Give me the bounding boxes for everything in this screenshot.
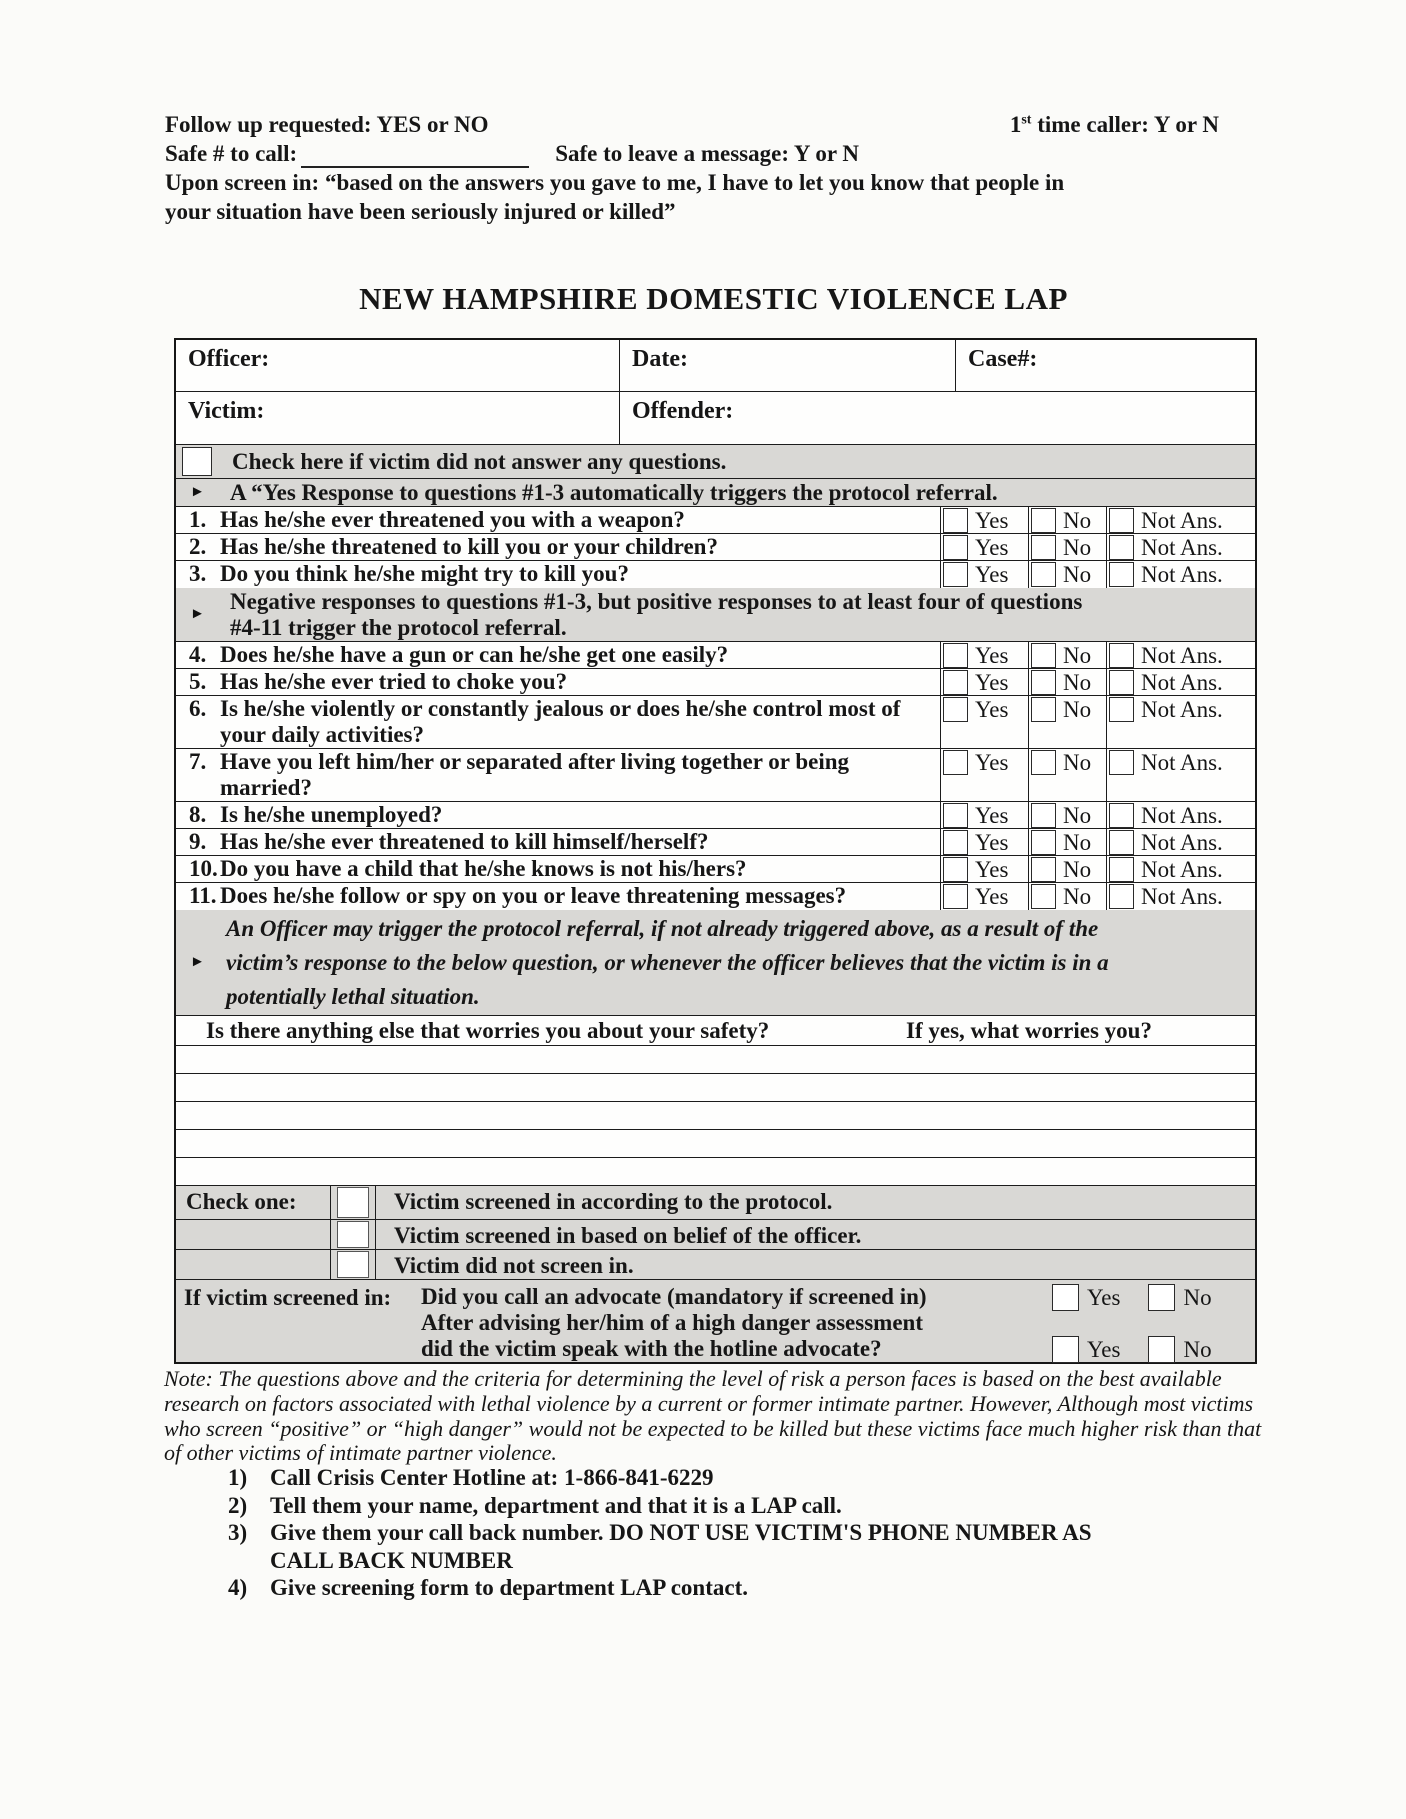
case-number-label: Case#: (968, 346, 1038, 372)
yes-label: Yes (975, 697, 1009, 722)
yes-checkbox[interactable] (943, 535, 968, 560)
no-label: No (1063, 535, 1092, 560)
yes-checkbox[interactable] (943, 884, 968, 909)
safety-question-label: Is there anything else that worries you about your safety? (206, 1017, 770, 1043)
no-checkbox[interactable] (1031, 884, 1056, 909)
no-checkbox[interactable] (1031, 803, 1056, 828)
yes-label: Yes (975, 670, 1009, 695)
check-one-label: Check one: (176, 1186, 331, 1219)
hotline-yes-checkbox[interactable] (1052, 1336, 1079, 1363)
not-ans-cell (1106, 749, 1255, 801)
no-answer-label: Check here if victim did not answer any questions. (232, 448, 727, 474)
no-cell (1028, 749, 1106, 801)
did-not-screen-checkbox-cell (331, 1250, 376, 1279)
yes-cell (940, 802, 1028, 828)
no-cell (1028, 642, 1106, 668)
instruction-step (228, 1519, 1140, 1574)
not-ans-cell (1106, 696, 1255, 748)
no-label: No (1063, 750, 1092, 775)
no-cell (1028, 883, 1106, 910)
hotline-no-checkbox[interactable] (1148, 1336, 1175, 1363)
instruction-step (228, 1574, 1140, 1602)
not-ans-label: Not Ans. (1141, 697, 1223, 722)
not-ans-label: Not Ans. (1141, 830, 1223, 855)
question-number: 1. (189, 507, 207, 532)
yes-label: Yes (975, 562, 1009, 587)
answer-area (940, 829, 1255, 855)
answer-area (940, 669, 1255, 695)
yes-label: Yes (975, 830, 1009, 855)
not-ans-cell (1106, 507, 1255, 533)
no-answer-row (176, 445, 1255, 479)
not-ans-label: Not Ans. (1141, 643, 1223, 668)
not-ans-cell (1106, 856, 1255, 882)
not-ans-label: Not Ans. (1141, 508, 1223, 533)
not-ans-label: Not Ans. (1141, 750, 1223, 775)
check-one-empty-cell (176, 1220, 331, 1249)
no-cell (1028, 507, 1106, 533)
not-ans-checkbox[interactable] (1109, 697, 1134, 722)
question-row (176, 883, 1255, 910)
not-ans-checkbox[interactable] (1109, 508, 1134, 533)
answer-area (940, 561, 1255, 588)
no-label: No (1063, 697, 1092, 722)
not-ans-cell (1106, 802, 1255, 828)
no-checkbox[interactable] (1031, 830, 1056, 855)
answer-line[interactable] (176, 1158, 1255, 1186)
not-ans-label: Not Ans. (1141, 884, 1223, 909)
not-ans-cell (1106, 534, 1255, 560)
screened-belief-checkbox[interactable] (337, 1221, 369, 1248)
yes-cell (940, 669, 1028, 695)
officer-field[interactable] (176, 340, 619, 391)
yes-cell (940, 749, 1028, 801)
step-number: 4) (228, 1575, 248, 1600)
question-text: Have you left him/her or separated after living together or being married? (220, 749, 850, 800)
yes-label: Yes (975, 750, 1009, 775)
screened-belief-checkbox-cell (331, 1220, 376, 1249)
officer-rule-row (176, 910, 1255, 1016)
yes-checkbox[interactable] (943, 643, 968, 668)
questions-4-11 (176, 642, 1255, 910)
not-ans-checkbox[interactable] (1109, 535, 1134, 560)
question-row (176, 696, 1255, 749)
safety-followup-label: If yes, what worries you? (906, 1017, 1152, 1043)
arrow-icon: ► (190, 606, 205, 622)
yes-checkbox[interactable] (943, 697, 968, 722)
no-label: No (1063, 803, 1092, 828)
screened-protocol-checkbox[interactable] (337, 1187, 369, 1217)
lap-form-table (174, 338, 1257, 1364)
answer-area (940, 856, 1255, 882)
question-row (176, 856, 1255, 883)
officer-rule-text: An Officer may trigger the protocol referral, if not already triggered above, as a result of the victim’s response to the below question, or whenever the officer believes that the victim is in a potentially lethal situation. (226, 915, 1109, 1009)
not-ans-label: Not Ans. (1141, 857, 1223, 882)
upon-screen-in-text: Upon screen in: “based on the answers you gave to me, I have to let you know that people in your situation have been seriously injured or killed” (165, 170, 1065, 224)
not-ans-cell (1106, 883, 1255, 910)
yes-label: Yes (975, 643, 1009, 668)
answer-area (940, 883, 1255, 910)
instruction-step (228, 1464, 1140, 1492)
info-row-1 (176, 340, 1255, 392)
negative-rule-text: Negative responses to questions #1-3, but positive responses to at least four of questions #4-11 trigger the protocol referral. (230, 588, 1083, 640)
question-number: 9. (189, 829, 207, 854)
if-screened-in-section (176, 1280, 1255, 1362)
answer-line[interactable] (176, 1130, 1255, 1158)
question-text: Is he/she violently or constantly jealous or does he/she control most of your daily activities? (220, 696, 901, 747)
no-cell (1028, 561, 1106, 588)
date-field[interactable] (619, 340, 955, 391)
not-ans-label: Not Ans. (1141, 562, 1223, 587)
yes-rule-row (176, 479, 1255, 507)
yes-checkbox[interactable] (943, 830, 968, 855)
not-ans-checkbox[interactable] (1109, 830, 1134, 855)
advocate-call-yes-no (1052, 1284, 1240, 1311)
no-label: No (1063, 830, 1092, 855)
no-checkbox[interactable] (1031, 697, 1056, 722)
yes-cell (940, 534, 1028, 560)
no-label: No (1063, 508, 1092, 533)
arrow-icon: ► (190, 484, 205, 500)
instruction-step (228, 1492, 1140, 1520)
info-row-2 (176, 392, 1255, 445)
followup-requested-label: Follow up requested: YES or NO (165, 112, 489, 137)
questions-1-3 (176, 507, 1255, 588)
no-checkbox[interactable] (1031, 643, 1056, 668)
safety-question-row (176, 1016, 1255, 1046)
question-number: 8. (189, 802, 207, 827)
officer-label: Officer: (188, 346, 270, 372)
advocate-call-line (421, 1284, 1255, 1310)
not-ans-checkbox[interactable] (1109, 884, 1134, 909)
date-label: Date: (632, 346, 688, 372)
question-text: Has he/she threatened to kill you or your children? (220, 534, 718, 559)
question-row (176, 642, 1255, 669)
question-number: 10. (189, 856, 218, 881)
question-number: 5. (189, 669, 207, 694)
yes-cell (940, 696, 1028, 748)
no-cell (1028, 829, 1106, 855)
victim-label: Victim: (188, 398, 265, 424)
not-ans-cell (1106, 669, 1255, 695)
yes-label: Yes (975, 857, 1009, 882)
no-cell (1028, 802, 1106, 828)
check-one-empty-cell (176, 1250, 331, 1279)
not-ans-cell (1106, 829, 1255, 855)
not-ans-label: Not Ans. (1141, 670, 1223, 695)
step-number: 1) (228, 1465, 248, 1490)
yes-checkbox[interactable] (943, 750, 968, 775)
first-time-caller-label: 1st time caller: Y or N (1009, 112, 1219, 137)
arrow-icon: ► (190, 954, 205, 970)
answer-area (940, 749, 1255, 801)
yes-label: Yes (975, 508, 1009, 533)
yes-checkbox[interactable] (943, 857, 968, 882)
question-number: 3. (189, 561, 207, 586)
answer-area (940, 696, 1255, 748)
no-checkbox[interactable] (1031, 562, 1056, 587)
answer-line[interactable] (176, 1046, 1255, 1074)
yes-label: Yes (975, 884, 1009, 909)
yes-cell (940, 561, 1028, 588)
not-ans-label: Not Ans. (1141, 535, 1223, 560)
question-row (176, 802, 1255, 829)
no-checkbox[interactable] (1031, 535, 1056, 560)
hotline-no-label: No (1183, 1336, 1212, 1362)
question-row (176, 829, 1255, 856)
question-number: 11. (189, 883, 217, 908)
step-number: 2) (228, 1492, 248, 1518)
negative-rule-row (176, 588, 1255, 642)
no-label: No (1063, 884, 1092, 909)
not-ans-checkbox[interactable] (1109, 857, 1134, 882)
safe-number-field[interactable] (301, 144, 529, 168)
question-text: Has he/she ever threatened to kill himself/herself? (220, 829, 709, 854)
step-text: Tell them your name, department and that it is a LAP call. (270, 1492, 842, 1518)
answer-area (940, 507, 1255, 533)
screened-protocol-checkbox-cell (331, 1186, 376, 1219)
answer-area (940, 802, 1255, 828)
screened-protocol-label: Victim screened in according to the protocol. (394, 1189, 833, 1214)
answer-area (940, 534, 1255, 560)
safe-number-label: Safe # to call: (165, 141, 298, 166)
research-note: Note: The questions above and the criteria for determining the level of risk a person faces is based on the best available research on factors associated with lethal violence by a current or former intimate partner. However, Although most victims who screen “positive” or “high danger” would not be expected to be killed but these victims face much higher risk than that of other victims of intimate partner violence. (164, 1366, 1262, 1466)
no-label: No (1063, 857, 1092, 882)
no-checkbox[interactable] (1031, 750, 1056, 775)
yes-cell (940, 829, 1028, 855)
question-row (176, 749, 1255, 802)
did-not-screen-checkbox[interactable] (337, 1251, 369, 1278)
step-text: Call Crisis Center Hotline at: 1-866-841-6229 (270, 1465, 714, 1490)
no-checkbox[interactable] (1031, 670, 1056, 695)
question-number: 6. (189, 696, 207, 721)
hotline-label: did the victim speak with the hotline advocate? (421, 1336, 882, 1361)
question-text: Does he/she follow or spy on you or leave threatening messages? (220, 883, 847, 908)
question-number: 2. (189, 534, 207, 559)
page-title: NEW HAMPSHIRE DOMESTIC VIOLENCE LAP (359, 281, 1068, 316)
yes-label: Yes (975, 535, 1009, 560)
question-row (176, 669, 1255, 696)
yes-cell (940, 883, 1028, 910)
no-checkbox[interactable] (1031, 857, 1056, 882)
advocate-no-label: No (1183, 1284, 1212, 1310)
yes-cell (940, 856, 1028, 882)
yes-checkbox[interactable] (943, 562, 968, 587)
yes-checkbox[interactable] (943, 803, 968, 828)
safe-message-label: Safe to leave a message: Y or N (555, 141, 860, 166)
yes-checkbox[interactable] (943, 670, 968, 695)
advocate-yes-label: Yes (1087, 1284, 1121, 1310)
yes-cell (940, 642, 1028, 668)
answer-area (940, 642, 1255, 668)
no-cell (1028, 534, 1106, 560)
no-label: No (1063, 670, 1092, 695)
no-answer-checkbox[interactable] (182, 447, 212, 476)
victim-field[interactable] (176, 392, 619, 444)
question-row (176, 561, 1255, 588)
screened-belief-label: Victim screened in based on belief of the officer. (394, 1223, 862, 1248)
instruction-steps (228, 1464, 1140, 1602)
form-header-block (165, 110, 1257, 226)
high-danger-line (421, 1310, 1255, 1336)
question-text: Is he/she unemployed? (220, 802, 443, 827)
no-cell (1028, 669, 1106, 695)
not-ans-checkbox[interactable] (1109, 803, 1134, 828)
not-ans-checkbox[interactable] (1109, 643, 1134, 668)
yes-checkbox[interactable] (943, 508, 968, 533)
offender-label: Offender: (632, 398, 734, 424)
not-ans-label: Not Ans. (1141, 803, 1223, 828)
yes-rule-text: A “Yes Response to questions #1-3 automatically triggers the protocol referral. (230, 479, 998, 505)
step-text: Give screening form to department LAP contact. (270, 1575, 749, 1600)
advocate-call-label: Did you call an advocate (mandatory if screened in) (421, 1284, 927, 1309)
case-number-field[interactable] (955, 340, 1255, 391)
yes-cell (940, 507, 1028, 533)
not-ans-cell (1106, 561, 1255, 588)
if-screened-in-label: If victim screened in: (184, 1285, 392, 1310)
no-label: No (1063, 562, 1092, 587)
step-number: 3) (228, 1520, 248, 1545)
high-danger-label: After advising her/him of a high danger assessment (421, 1310, 923, 1335)
question-text: Has he/she ever threatened you with a weapon? (220, 507, 685, 532)
did-not-screen-label: Victim did not screen in. (394, 1253, 634, 1278)
question-row (176, 534, 1255, 561)
question-text: Has he/she ever tried to choke you? (220, 669, 568, 694)
answer-line[interactable] (176, 1074, 1255, 1102)
check-one-row-1 (176, 1186, 1255, 1220)
step-text: Give them your call back number. DO NOT USE VICTIM'S PHONE NUMBER AS CALL BACK NUMBER (270, 1520, 1092, 1573)
answer-line[interactable] (176, 1102, 1255, 1130)
no-label: No (1063, 643, 1092, 668)
offender-field[interactable] (619, 392, 1255, 444)
hotline-line (421, 1336, 1255, 1362)
question-text: Do you think he/she might try to kill you? (220, 561, 629, 586)
question-number: 7. (189, 749, 207, 774)
advocate-no-checkbox[interactable] (1148, 1284, 1175, 1311)
yes-label: Yes (975, 803, 1009, 828)
question-text: Does he/she have a gun or can he/she get one easily? (220, 642, 729, 667)
not-ans-checkbox[interactable] (1109, 562, 1134, 587)
check-one-row-3 (176, 1250, 1255, 1280)
not-ans-cell (1106, 642, 1255, 668)
not-ans-checkbox[interactable] (1109, 750, 1134, 775)
question-number: 4. (189, 642, 207, 667)
no-cell (1028, 696, 1106, 748)
advocate-yes-checkbox[interactable] (1052, 1284, 1079, 1311)
no-cell (1028, 856, 1106, 882)
question-text: Do you have a child that he/she knows is not his/hers? (220, 856, 747, 881)
check-one-row-2 (176, 1220, 1255, 1250)
hotline-yes-no (1052, 1336, 1240, 1363)
hotline-yes-label: Yes (1087, 1336, 1121, 1362)
superscript-st: st (1021, 112, 1032, 128)
no-checkbox[interactable] (1031, 508, 1056, 533)
question-row (176, 507, 1255, 534)
not-ans-checkbox[interactable] (1109, 670, 1134, 695)
